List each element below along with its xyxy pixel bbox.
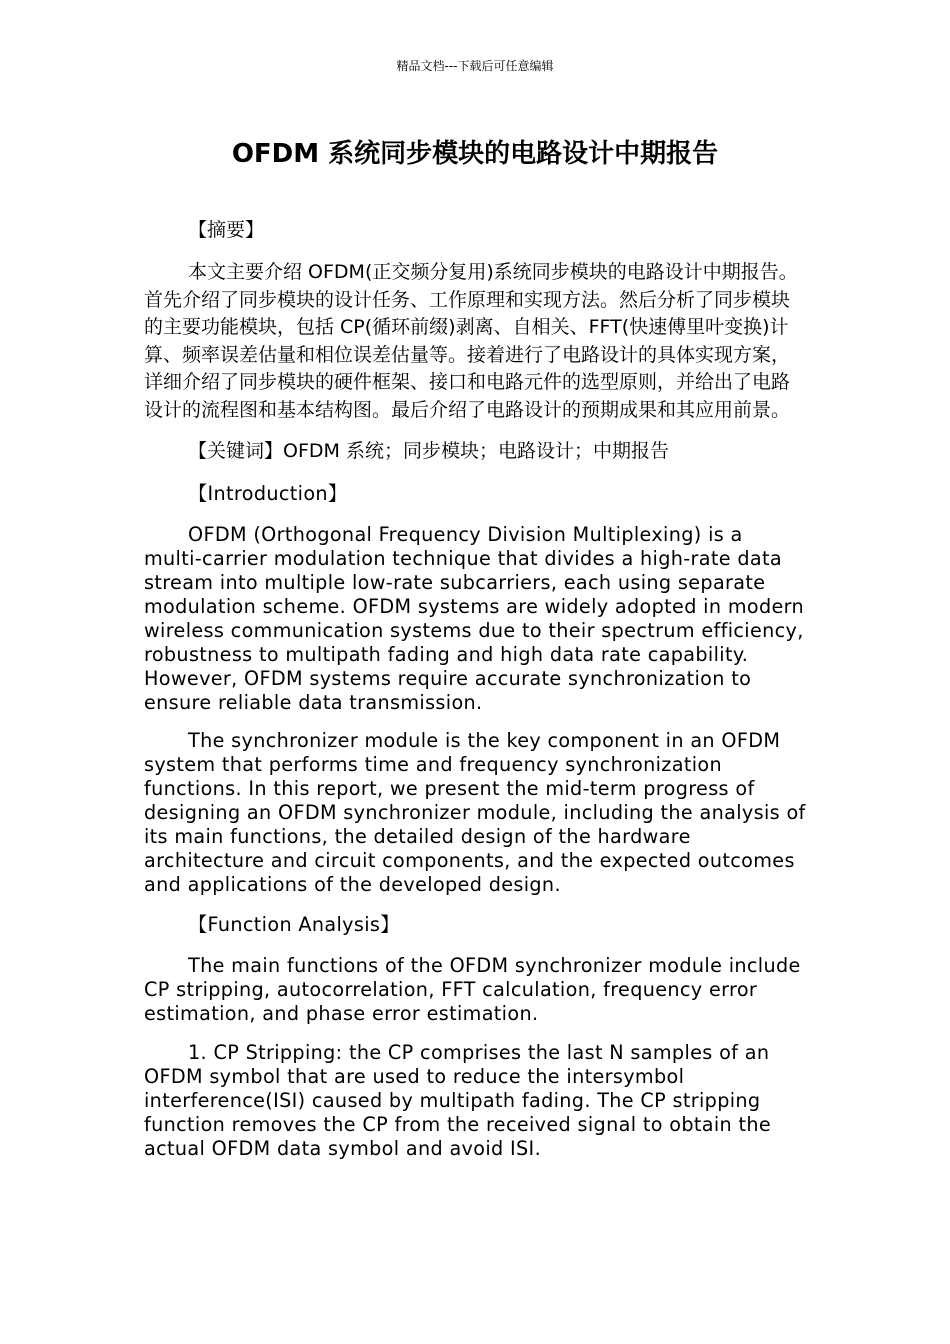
introduction-paragraph: The synchronizer module is the key component in an OFDM system that performs time and frequency synchronization functions. In this report, we present the mid-term progress of designing an OFDM synchronizer module, including the analysis of its main functions, the detailed design of the hardware architecture and circuit components, and the expected outcomes and applications of the developed design. bbox=[144, 729, 806, 896]
introduction-heading: 【Introduction】 bbox=[188, 482, 348, 505]
introduction-paragraph: OFDM (Orthogonal Frequency Division Multiplexing) is a multi-carrier modulation technique that divides a high-rate data stream into multiple low-rate subcarriers, each using separate modulation scheme. OFDM systems are widely adopted in modern wireless communication systems due to their spectrum efficiency, robustness to multipath fading and high data rate capability. However, OFDM systems require accurate synchronization to ensure reliable data transmission. bbox=[144, 523, 805, 714]
abstract-paragraph: 本文主要介绍 OFDM(正交频分复用)系统同步模块的电路设计中期报告。首先介绍了同步模块的设计任务、工作原理和实现方法。然后分析了同步模块的主要功能模块，包括 CP(循环前缀)剥离、自相关、FFT(快速傅里叶变换)计算、频率误差估量和相位误差估量等。接着进行了电路设计的具体实现方案，详细介绍了同步模块的硬件框架、接口和电路元件的选型原则，并给出了电路设计的流程图和基本结构图。最后介绍了电路设计的预期成果和其应用前景。 bbox=[144, 261, 798, 421]
page-header: 精品文档---下载后可任意编辑 bbox=[396, 59, 554, 73]
document-title: OFDM 系统同步模块的电路设计中期报告 bbox=[231, 139, 719, 169]
abstract-heading: 【摘要】 bbox=[188, 219, 265, 241]
keywords-line: 【关键词】OFDM 系统；同步模块；电路设计；中期报告 bbox=[188, 440, 669, 462]
function-analysis-paragraph: 1. CP Stripping: the CP comprises the last N samples of an OFDM symbol that are used to reduce the intersymbol interference(ISI) caused by multipath fading. The CP stripping function removes the CP from the received signal to obtain the actual OFDM data symbol and avoid ISI. bbox=[144, 1041, 772, 1160]
function-analysis-paragraph: The main functions of the OFDM synchronizer module include CP stripping, autocorrelation, FFT calculation, frequency error estimation, and phase error estimation. bbox=[144, 954, 801, 1025]
function-analysis-heading: 【Function Analysis】 bbox=[188, 913, 400, 936]
document-body bbox=[144, 216, 806, 1176]
